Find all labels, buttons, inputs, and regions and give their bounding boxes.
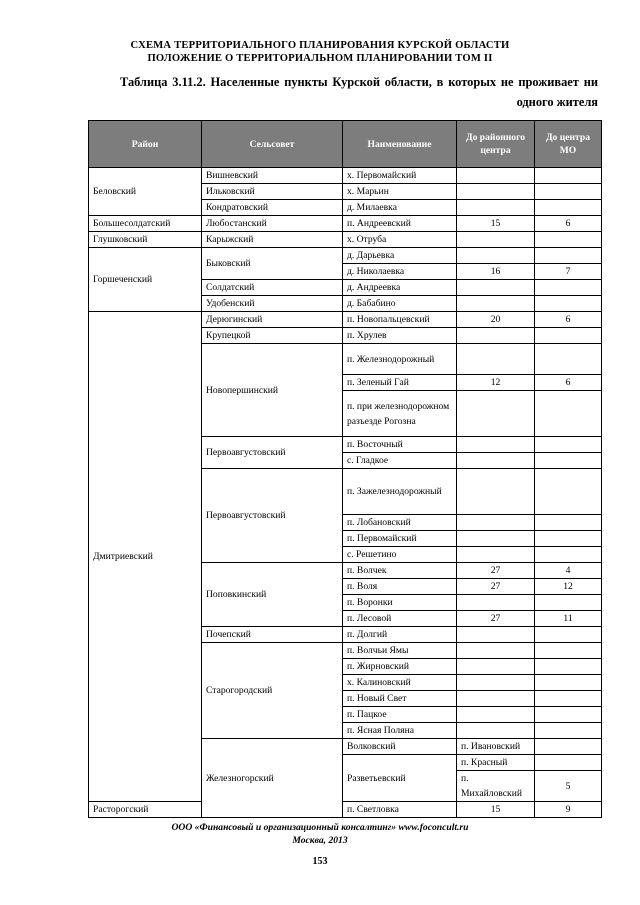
- cell-distance-mo: 12: [535, 579, 602, 595]
- column-header-distance-raion: До районного центра: [457, 121, 535, 168]
- cell-distance-mo: [535, 643, 602, 659]
- cell-selsovet: Любостанский: [202, 216, 343, 232]
- cell-distance-raion: [457, 707, 535, 723]
- cell-selsovet: Первоавгустовский: [202, 437, 343, 469]
- cell-settlement-name: п. Волчьи Ямы: [343, 643, 457, 659]
- column-header-selsovet: Сельсовет: [202, 121, 343, 168]
- column-header-name: Наименование: [343, 121, 457, 168]
- cell-settlement-name: с. Гладкое: [343, 453, 457, 469]
- cell-distance-mo: [535, 437, 602, 453]
- table-row: [89, 802, 602, 818]
- cell-selsovet: Карыжский: [202, 232, 343, 248]
- cell-distance-raion: [457, 168, 535, 184]
- cell-distance-raion: [457, 675, 535, 691]
- cell-settlement-name: д. Бабабино: [343, 296, 457, 312]
- cell-settlement-name: п. Долгий: [343, 627, 457, 643]
- table-row: [89, 248, 602, 264]
- cell-distance-raion: [457, 184, 535, 200]
- cell-settlement-name: д. Дарьевка: [343, 248, 457, 264]
- cell-distance-raion: [457, 453, 535, 469]
- cell-raion: Железногорский: [202, 739, 343, 818]
- cell-settlement-name: п. Лобановский: [343, 515, 457, 531]
- cell-settlement-name: п. Ясная Поляна: [343, 723, 457, 739]
- cell-distance-raion: [457, 437, 535, 453]
- cell-distance-mo: 6: [535, 375, 602, 391]
- cell-raion: Горшеченский: [89, 248, 202, 312]
- cell-distance-mo: [535, 453, 602, 469]
- cell-raion: Дмитриевский: [89, 312, 202, 802]
- cell-raion: Большесолдатский: [89, 216, 202, 232]
- cell-distance-mo: [535, 469, 602, 515]
- cell-selsovet: Дерюгинский: [202, 312, 343, 328]
- cell-distance-raion: [457, 643, 535, 659]
- cell-settlement-name: п. Андреевский: [343, 216, 457, 232]
- cell-distance-mo: [535, 515, 602, 531]
- cell-settlement-name: х. Марьин: [343, 184, 457, 200]
- cell-distance-mo: 11: [535, 611, 602, 627]
- cell-settlement-name: х. Калиновский: [343, 675, 457, 691]
- cell-distance-raion: [457, 531, 535, 547]
- cell-distance-raion: [457, 469, 535, 515]
- cell-distance-mo: [535, 691, 602, 707]
- cell-settlement-name: п. Воронки: [343, 595, 457, 611]
- cell-selsovet: Волковский: [343, 739, 457, 755]
- cell-distance-mo: [535, 232, 602, 248]
- document-header-subtitle: ПОЛОЖЕНИЕ О ТЕРРИТОРИАЛЬНОМ ПЛАНИРОВАНИИ ТОМ II: [147, 53, 493, 64]
- cell-distance-raion: 15: [457, 216, 535, 232]
- cell-distance-raion: [457, 248, 535, 264]
- cell-selsovet: Ильковский: [202, 184, 343, 200]
- cell-distance-raion: 27: [457, 579, 535, 595]
- cell-distance-raion: [457, 296, 535, 312]
- footer-company: ООО «Финансовый и организационный консалтинг» www.foconcult.ru: [171, 822, 469, 833]
- cell-selsovet: Быковский: [202, 248, 343, 280]
- cell-selsovet: Старогородский: [202, 643, 343, 739]
- cell-distance-mo: [535, 595, 602, 611]
- footer-divider: [88, 817, 601, 818]
- cell-distance-mo: [535, 707, 602, 723]
- cell-distance-mo: [535, 659, 602, 675]
- cell-distance-raion: 27: [457, 611, 535, 627]
- cell-settlement-name: п. Восточный: [343, 437, 457, 453]
- cell-distance-mo: [535, 248, 602, 264]
- cell-distance-raion: 16: [457, 264, 535, 280]
- table-row: [89, 232, 602, 248]
- column-header-raion: Район: [89, 121, 202, 168]
- cell-distance-mo: [535, 344, 602, 375]
- cell-settlement-name: п. Красный: [457, 755, 535, 771]
- cell-distance-mo: [535, 531, 602, 547]
- cell-distance-raion: [457, 515, 535, 531]
- cell-settlement-name: х. Первомайский: [343, 168, 457, 184]
- cell-settlement-name: п. Пацкое: [343, 707, 457, 723]
- cell-settlement-name: п. Хрулев: [343, 328, 457, 344]
- cell-distance-raion: [457, 547, 535, 563]
- cell-distance-mo: [535, 200, 602, 216]
- cell-settlement-name: п. Волчек: [343, 563, 457, 579]
- cell-distance-raion: [457, 391, 535, 437]
- cell-distance-mo: [535, 280, 602, 296]
- cell-raion: Беловский: [89, 168, 202, 216]
- cell-selsovet: Расторогский: [89, 802, 202, 818]
- cell-distance-raion: [457, 691, 535, 707]
- cell-distance-raion: [457, 627, 535, 643]
- cell-distance-mo: [535, 168, 602, 184]
- settlements-table: [88, 120, 602, 818]
- cell-distance-raion: [457, 200, 535, 216]
- cell-distance-mo: [535, 675, 602, 691]
- cell-settlement-name: п. Лесовой: [343, 611, 457, 627]
- cell-distance-raion: 12: [457, 375, 535, 391]
- cell-distance-raion: [457, 232, 535, 248]
- cell-distance-mo: 4: [535, 563, 602, 579]
- cell-distance-mo: 6: [535, 216, 602, 232]
- cell-distance-mo: [535, 296, 602, 312]
- cell-settlement-name: п. Новопальцевский: [343, 312, 457, 328]
- cell-distance-raion: [457, 344, 535, 375]
- cell-settlement-name: д. Милаевка: [343, 200, 457, 216]
- table-row: [89, 216, 602, 232]
- cell-settlement-name: х. Отруба: [343, 232, 457, 248]
- cell-selsovet: Новопершинский: [202, 344, 343, 437]
- table-caption: Таблица 3.11.2. Населенные пункты Курской области, в которых не проживает ни одного жителя: [120, 75, 598, 109]
- cell-distance-raion: [457, 328, 535, 344]
- cell-distance-raion: 5: [535, 771, 602, 802]
- table-row: [89, 312, 602, 328]
- cell-distance-raion: [457, 595, 535, 611]
- cell-settlement-name: п. Зеленый Гай: [343, 375, 457, 391]
- table-header-row: [89, 121, 602, 168]
- cell-settlement-name: д. Андреевка: [343, 280, 457, 296]
- cell-distance-mo: [535, 391, 602, 437]
- column-header-distance-mo: До центра МО: [535, 121, 602, 168]
- cell-settlement-name: п. Светловка: [343, 802, 457, 818]
- cell-selsovet: Удобенский: [202, 296, 343, 312]
- cell-distance-mo: [535, 547, 602, 563]
- cell-distance-raion: [457, 723, 535, 739]
- cell-settlement-name: п. Новый Свет: [343, 691, 457, 707]
- cell-distance-raion: 20: [457, 312, 535, 328]
- cell-selsovet: Поповкинский: [202, 563, 343, 627]
- cell-selsovet: Вишневский: [202, 168, 343, 184]
- cell-selsovet: Разветьевский: [343, 755, 457, 802]
- page-number: 153: [312, 856, 328, 867]
- cell-selsovet: Почепский: [202, 627, 343, 643]
- cell-distance-raion: 15: [457, 802, 535, 818]
- cell-settlement-name: п. Железнодорожный: [343, 344, 457, 375]
- cell-selsovet: Кондратовский: [202, 200, 343, 216]
- cell-distance-raion: [535, 755, 602, 771]
- cell-settlement-name: п. при железнодорожном разъезде Рогозна: [343, 391, 457, 437]
- cell-distance-mo: [535, 627, 602, 643]
- cell-selsovet: Крупецкой: [202, 328, 343, 344]
- cell-raion: Глушковский: [89, 232, 202, 248]
- cell-settlement-name: п. Михайловский: [457, 771, 535, 802]
- cell-settlement-name: д. Николаевка: [343, 264, 457, 280]
- cell-settlement-name: п. Жирновский: [343, 659, 457, 675]
- cell-distance-mo: 9: [535, 802, 602, 818]
- cell-settlement-name: п. Ивановский: [457, 739, 535, 755]
- cell-distance-raion: [535, 739, 602, 755]
- cell-distance-mo: 7: [535, 264, 602, 280]
- document-header-title: СХЕМА ТЕРРИТОРИАЛЬНОГО ПЛАНИРОВАНИЯ КУРСКОЙ ОБЛАСТИ: [130, 40, 510, 51]
- cell-distance-mo: [535, 328, 602, 344]
- cell-settlement-name: п. Первомайский: [343, 531, 457, 547]
- cell-settlement-name: с. Решетино: [343, 547, 457, 563]
- table-body: [89, 168, 602, 818]
- table-row: [89, 168, 602, 184]
- cell-selsovet: Солдатский: [202, 280, 343, 296]
- cell-settlement-name: п. Зажелезнодорожный: [343, 469, 457, 515]
- cell-distance-raion: 27: [457, 563, 535, 579]
- footer-city-year: Москва, 2013: [292, 835, 348, 846]
- cell-selsovet: Первоавгустовский: [202, 469, 343, 563]
- cell-distance-mo: [535, 184, 602, 200]
- cell-distance-mo: [535, 723, 602, 739]
- cell-distance-raion: [457, 280, 535, 296]
- cell-settlement-name: п. Воля: [343, 579, 457, 595]
- cell-distance-mo: 6: [535, 312, 602, 328]
- cell-distance-raion: [457, 659, 535, 675]
